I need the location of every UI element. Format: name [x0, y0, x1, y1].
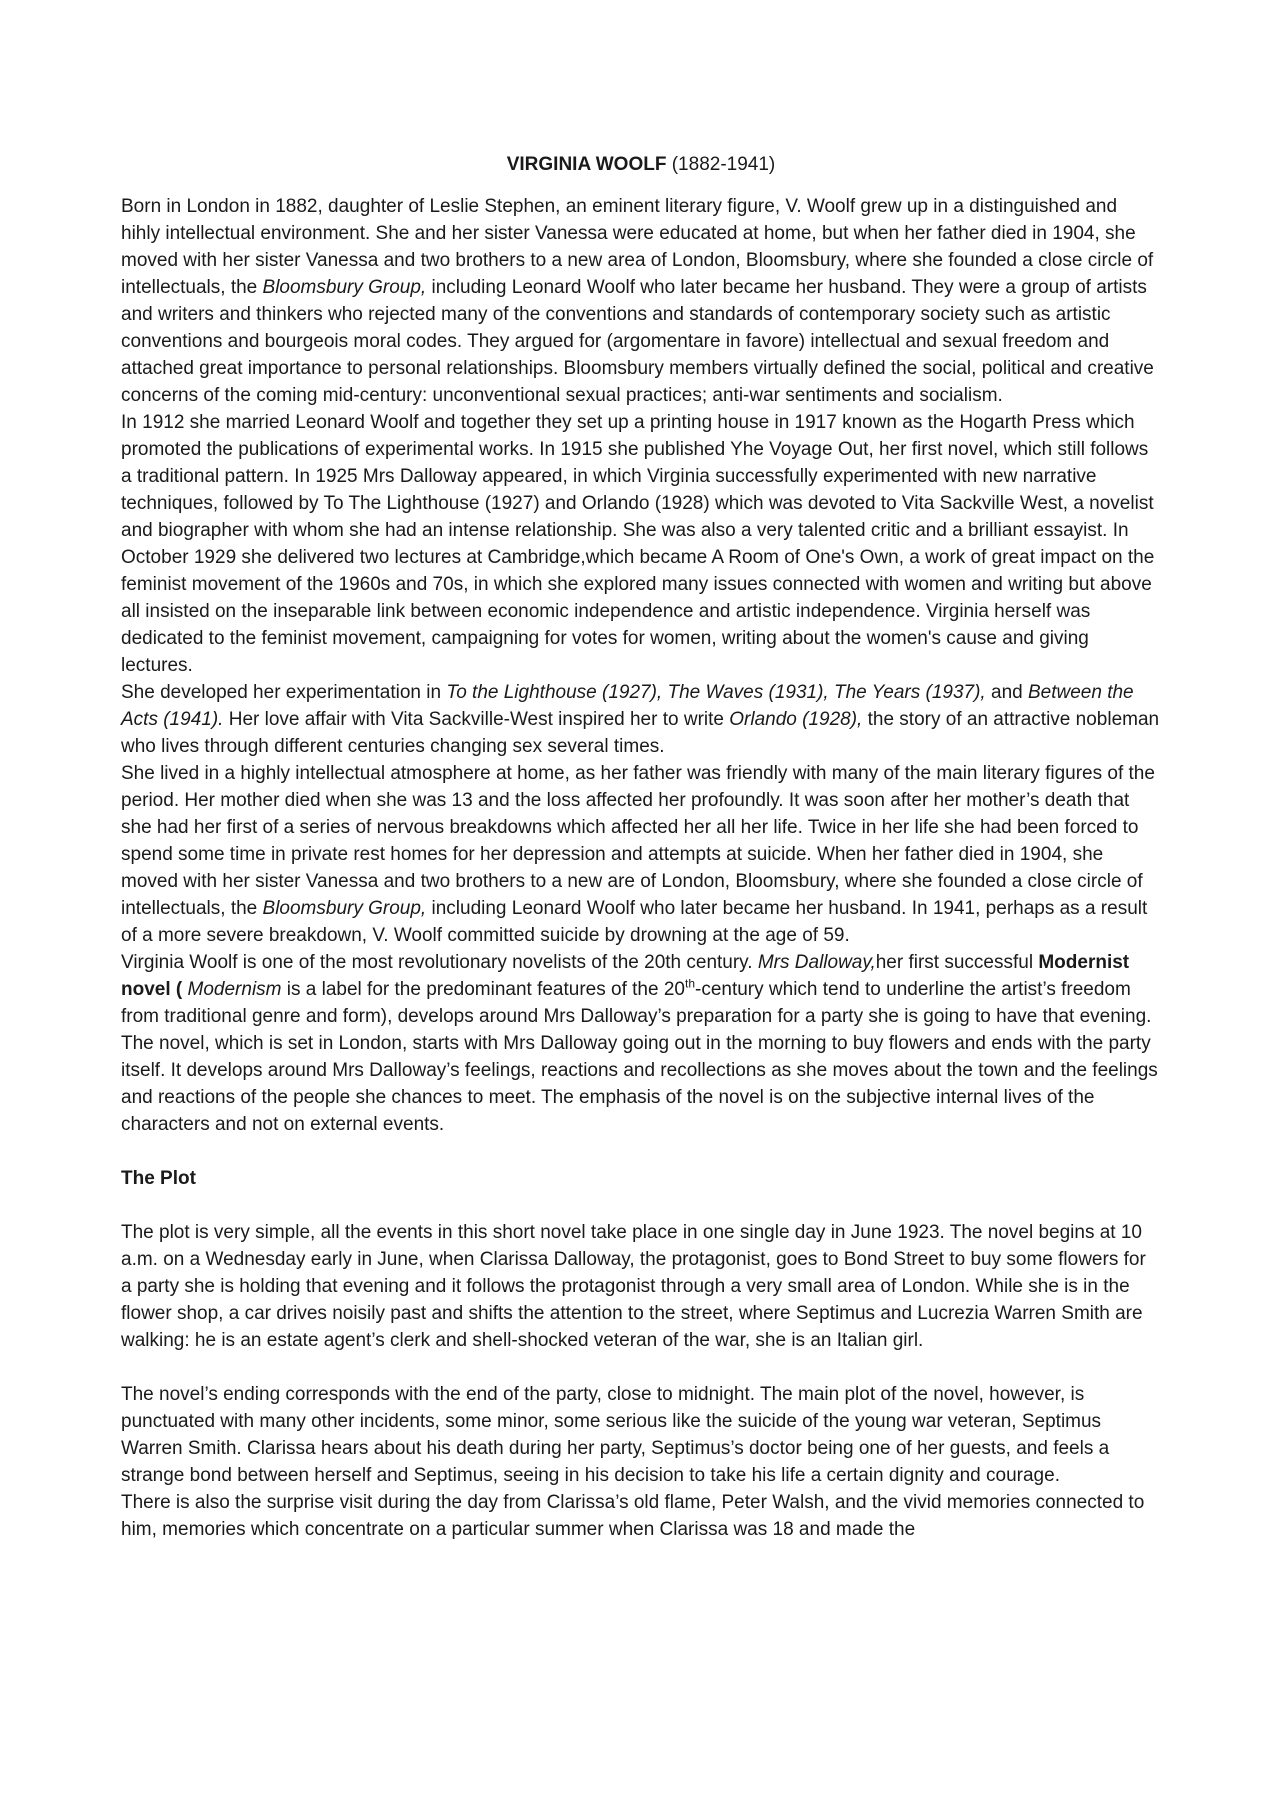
- italic-run: Modernism: [187, 979, 282, 1000]
- italic-run: Bloomsbury Group,: [262, 277, 427, 298]
- text-run: -century which tend to underline the artist’s freedom from traditional genre and form), develops around Mrs Dalloway’s preparation for a party she is going to have that evening. The novel, which is set in London, starts with Mrs Dalloway going out in the morning to buy flowers and ends with the party itself. It develops around Mrs Dalloway’s feelings, reactions and recollections as she moves about the town and the feelings and reactions of the people she chances to meet. The emphasis of the novel is on the subjective internal lives of the characters and not on external events.: [121, 979, 1158, 1135]
- spacer: [121, 1138, 1161, 1165]
- text-run: including Leonard Woolf who later became her husband. In 1941, perhaps as a result of a more severe breakdown, V. Woolf committed suicide by drowning at the age of 59.: [121, 898, 1148, 946]
- title-dates: (1882-1941): [671, 154, 776, 175]
- paragraph-marriage: In 1912 she married Leonard Woolf and together they set up a printing house in 1917 known as the Hogarth Press which promoted the publications of experimental works. In 1915 she published Yhe Voyage Out, her first novel, which still follows a traditional pattern. In 1925 Mrs Dalloway appeared, in which Virginia successfully experimented with new narrative techniques, followed by To The Lighthouse (1927) and Orlando (1928) which was devoted to Vita Sackville West, a novelist and biographer with whom she had an intense relationship. She was also a very talented critic and a brilliant essayist. In October 1929 she delivered two lectures at Cambridge,which became A Room of One's Own, a work of great impact on the feminist movement of the 1960s and 70s, in which she explored many issues connected with women and writing but above all insisted on the inseparable link between economic independence and artistic independence. Virginia herself was dedicated to the feminist movement, campaigning for votes for women, writing about the women's cause and giving lectures.: [121, 412, 1155, 676]
- title-name: VIRGINIA WOOLF: [506, 154, 667, 175]
- paragraph-ending: The novel’s ending corresponds with the end of the party, close to midnight. The main plot of the novel, however, is punctuated with many other incidents, some minor, some serious like the suicide of the young war veteran, Septimus Warren Smith. Clarissa hears about his death during her party, Septimus’s doctor being one of her guests, and feels a strange bond between herself and Septimus, seeing in his decision to take his life a certain dignity and courage.: [121, 1384, 1110, 1486]
- paragraph-life: [121, 760, 1161, 949]
- italic-run: Bloomsbury Group,: [262, 898, 427, 919]
- paragraph-plot-summary: The plot is very simple, all the events in this short novel take place in one single day in June 1923. The novel begins at 10 a.m. on a Wednesday early in June, when Clarissa Dalloway, the protagonist, goes to Bond Street to buy some flowers for a party she is holding that evening and it follows the protagonist through a very small area of London. While she is in the flower shop, a car drives noisily past and shifts the attention to the street, where Septimus and Lucrezia Warren Smith are walking: he is an estate agent’s clerk and shell-shocked veteran of the war, she is an Italian girl.: [121, 1222, 1146, 1351]
- text-run: the story of an attractive nobleman who lives through different centuries changing sex several times.: [121, 709, 1160, 757]
- text-run: She developed her experimentation in: [121, 682, 447, 703]
- bold-run: Modernist novel (: [121, 952, 1130, 1000]
- text-run: Virginia Woolf is one of the most revolutionary novelists of the 20th century.: [121, 952, 758, 973]
- paragraph-peter-walsh: There is also the surprise visit during the day from Clarissa’s old flame, Peter Walsh, and the vivid memories connected to him, memories which concentrate on a particular summer when Clarissa was 18 and made the: [121, 1492, 1145, 1540]
- page-title: [121, 151, 1161, 178]
- paragraph-experimentation: [121, 679, 1161, 760]
- text-run: her first successful: [875, 952, 1039, 973]
- italic-run: Between the Acts (1941).: [121, 682, 1134, 730]
- italic-run: Mrs Dalloway,: [757, 952, 876, 973]
- text-run: Born in London in 1882, daughter of Leslie Stephen, an eminent literary figure, V. Woolf grew up in a distinguished and hihly intellectual environment. She and her sister Vanessa were educated at home, but when her father died in 1904, she moved with her sister Vanessa and two brothers to a new area of London, Bloomsbury, where she founded a close circle of intellectuals, the: [121, 196, 1154, 298]
- text-run: including Leonard Woolf who later became her husband. They were a group of artists and writers and thinkers who rejected many of the conventions and standards of contemporary society such as artistic conventions and bourgeois moral codes. They argued for (argomentare in favore) intellectual and sexual freedom and attached great importance to personal relationships. Bloomsbury members virtually defined the social, political and creative concerns of the coming mid-century: unconventional sexual practices; anti-war sentiments and socialism.: [121, 277, 1154, 406]
- paragraph-mrs-dalloway: [121, 949, 1161, 1138]
- document-page: [121, 151, 1161, 1543]
- spacer: [121, 1192, 1161, 1219]
- spacer: [121, 1354, 1161, 1381]
- italic-run: To the Lighthouse (1927), The Waves (1931), The Years (1937),: [446, 682, 986, 703]
- italic-run: Orlando (1928),: [729, 709, 863, 730]
- superscript-run: th: [684, 976, 695, 991]
- paragraph-biography: [121, 193, 1161, 409]
- text-run: is a label for the predominant features of the 20: [281, 979, 685, 1000]
- text-run: Her love affair with Vita Sackville-West inspired her to write: [223, 709, 730, 730]
- text-run: and: [985, 682, 1028, 703]
- section-heading-plot: The Plot: [121, 1168, 196, 1189]
- text-run: She lived in a highly intellectual atmosphere at home, as her father was friendly with many of the main literary figures of the period. Her mother died when she was 13 and the loss affected her profoundly. It was soon after her mother’s death that she had her first of a series of nervous breakdowns which affected her all her life. Twice in her life she had been forced to spend some time in private rest homes for her depression and attempts at suicide. When her father died in 1904, she moved with her sister Vanessa and two brothers to a new are of London, Bloomsbury, where she founded a close circle of intellectuals, the: [121, 763, 1155, 919]
